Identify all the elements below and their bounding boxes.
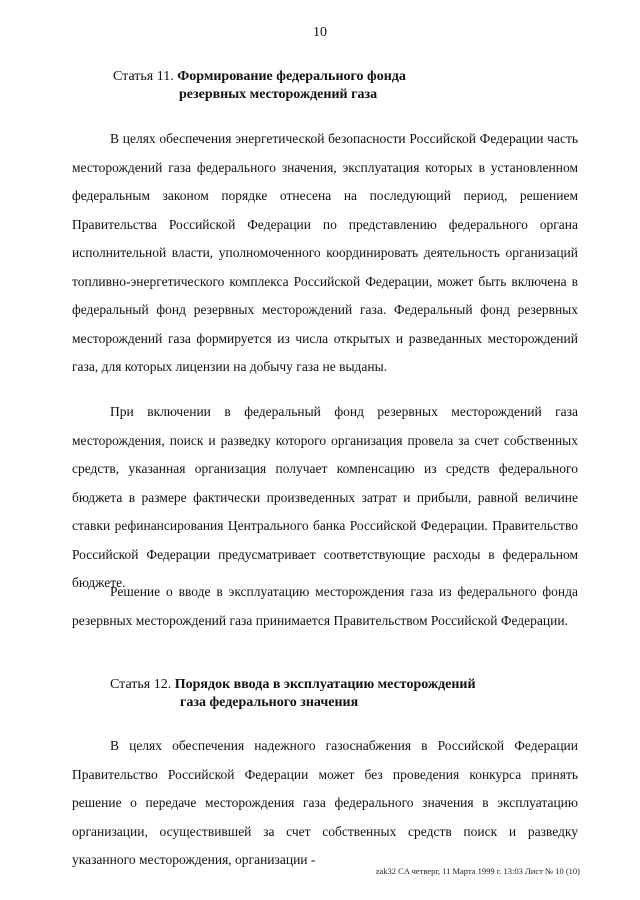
article-11-title-line-1: Формирование федерального фонда — [177, 69, 406, 84]
article-11-paragraph-3: Решение о вводе в эксплуатацию месторождения газа из федерального фонда резервных месторождений газа принимается Правительством Российской Федерации. — [72, 584, 578, 628]
article-11-paragraph-1: В целях обеспечения энергетической безопасности Российской Федерации часть месторождений газа федерального значения, эксплуатация которых в установленном федеральным законом порядке отнесена на последующий период, решением Правительства Российской Федерации по представлению федерального органа исполнительной власти, уполномоченного координировать деятельность организаций топливно-энергетического комплекса Российской Федерации, может быть включена в федеральный фонд резервных месторождений газа. Федеральный фонд резервных месторождений газа формируется из числа открытых и разведанных месторождений газа, для которых лицензии на добычу газа не выданы. — [72, 131, 578, 374]
article-12-heading-continued — [180, 694, 358, 712]
article-11-label: Статья 11. — [113, 69, 174, 84]
page-number: 10 — [313, 25, 327, 40]
article-11-heading-continued — [179, 86, 377, 104]
article-12-heading — [110, 676, 476, 694]
article-12-label: Статья 12. — [110, 677, 172, 692]
article-12-title-line-1: Порядок ввода в эксплуатацию месторождений — [174, 677, 476, 692]
article-12-title-line-2: газа федерального значения — [180, 695, 359, 710]
article-11-paragraph-2: При включении в федеральный фонд резервных месторождений газа месторождения, поиск и разведку которого организация провела за счет собственных средств, указанная организация получает компенсацию из средств федерального бюджета в размере фактически произведенных затрат и прибыли, равной величине ставки рефинансирования Центрального банка Российской Федерации. Правительство Российской Федерации предусматривает соответствующие расходы в федеральном бюджете. — [72, 404, 578, 590]
page-footer: zak32 CA четверг, 11 Марта 1999 г. 13:03 Лист № 10 (10) — [375, 866, 580, 876]
article-11-heading — [113, 68, 406, 86]
article-12-paragraph-1: В целях обеспечения надежного газоснабжения в Российской Федерации Правительство Российской Федерации может без проведения конкурса принять решение о передаче месторождения газа федерального значения в эксплуатацию организации, осуществившей за счет собственных средств поиск и разведку указанного месторождения, организации - — [72, 738, 578, 867]
article-11-title-line-2: резервных месторождений газа — [179, 87, 378, 102]
